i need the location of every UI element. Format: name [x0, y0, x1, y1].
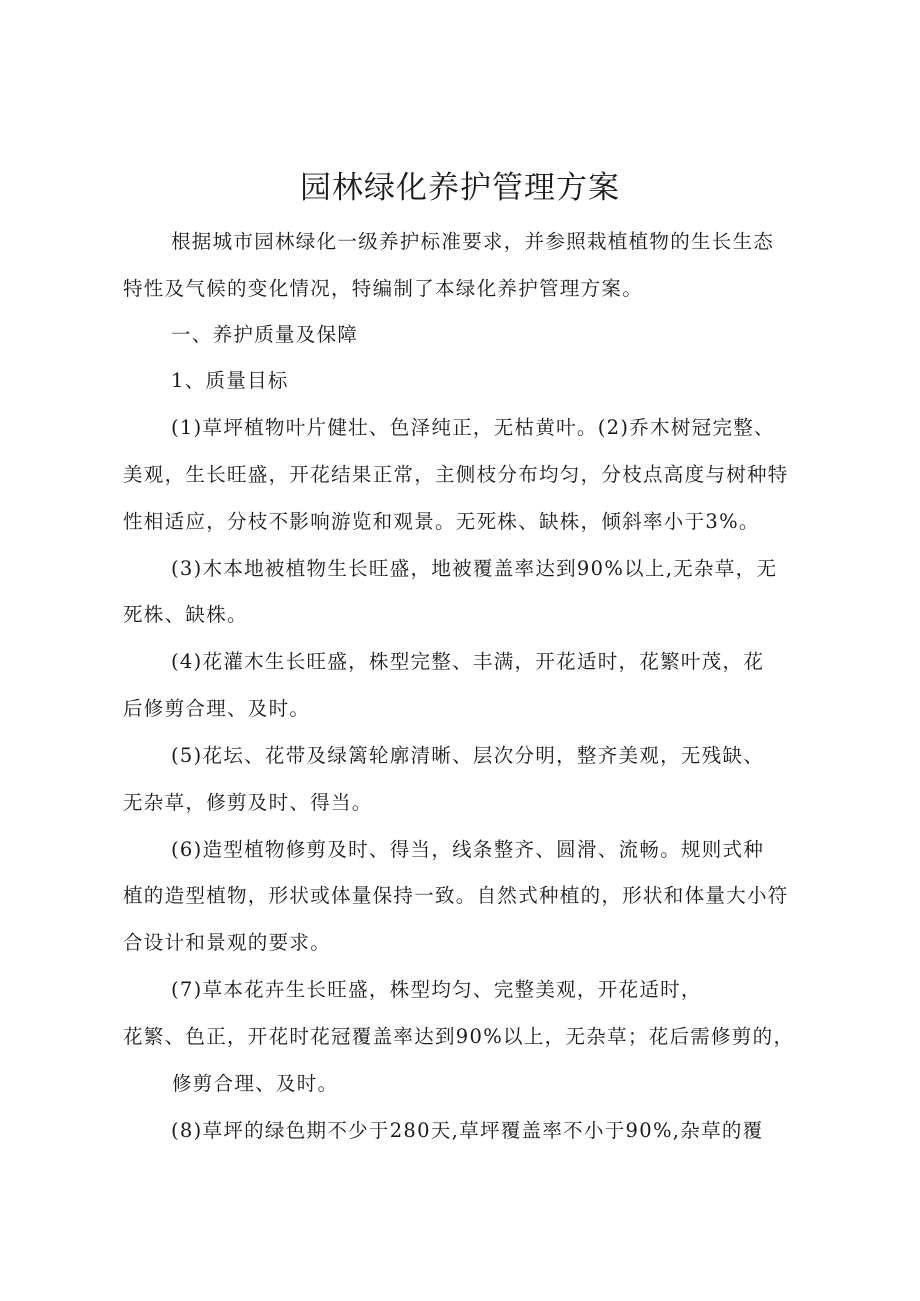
paragraph-line: 修剪合理、及时。	[172, 1072, 339, 1095]
paragraph-line: 特性及气候的变化情况，特编制了本绿化养护管理方案。	[123, 277, 644, 300]
paragraph-line: (8)草坪的绿色期不少于280天,草坪覆盖率不小于90%,杂草的覆	[171, 1119, 764, 1142]
paragraph-line: 合设计和景观的要求。	[123, 931, 332, 954]
paragraph-line: (7)草本花卉生长旺盛，株型均匀、完整美观，开花适时，	[171, 978, 702, 1001]
paragraph-line: 花繁、色正，开花时花冠覆盖率达到90%以上，无杂草；花后需修剪的，	[123, 1025, 795, 1048]
paragraph-line: (4)花灌木生长旺盛，株型完整、丰满，开花适时，花繁叶茂，花	[171, 650, 765, 673]
section-heading: 一、养护质量及保障	[171, 323, 359, 346]
document-title: 园林绿化养护管理方案	[300, 170, 620, 206]
paragraph-line: (6)造型植物修剪及时、得当，线条整齐、圆滑、流畅。规则式种	[171, 838, 765, 861]
paragraph-line: 性相适应，分枝不影响游览和观景。无死株、缺株，倾斜率小于3%。	[123, 510, 760, 533]
paragraph-line: 后修剪合理、及时。	[123, 697, 311, 720]
paragraph-line: (1)草坪植物叶片健壮、色泽纯正，无枯黄叶。(2)乔木树冠完整、	[171, 416, 775, 439]
paragraph-line: (5)花坛、花带及绿篱轮廓清晰、层次分明，整齐美观，无残缺、	[171, 744, 765, 767]
paragraph-line: 美观，生长旺盛，开花结果正常，主侧枝分布均匀，分枝点高度与树种特	[123, 463, 789, 486]
paragraph-line: 死株、缺株。	[123, 603, 248, 626]
paragraph-line: 根据城市园林绿化一级养护标准要求，并参照栽植植物的生长生态	[171, 230, 775, 253]
paragraph-line: 无杂草，修剪及时、得当。	[123, 791, 373, 814]
paragraph-line: 植的造型植物，形状或体量保持一致。自然式种植的，形状和体量大小符	[123, 884, 789, 907]
subsection-heading: 1、质量目标	[171, 369, 289, 392]
paragraph-line: (3)木本地被植物生长旺盛，地被覆盖率达到90%以上,无杂草，无	[171, 557, 778, 580]
